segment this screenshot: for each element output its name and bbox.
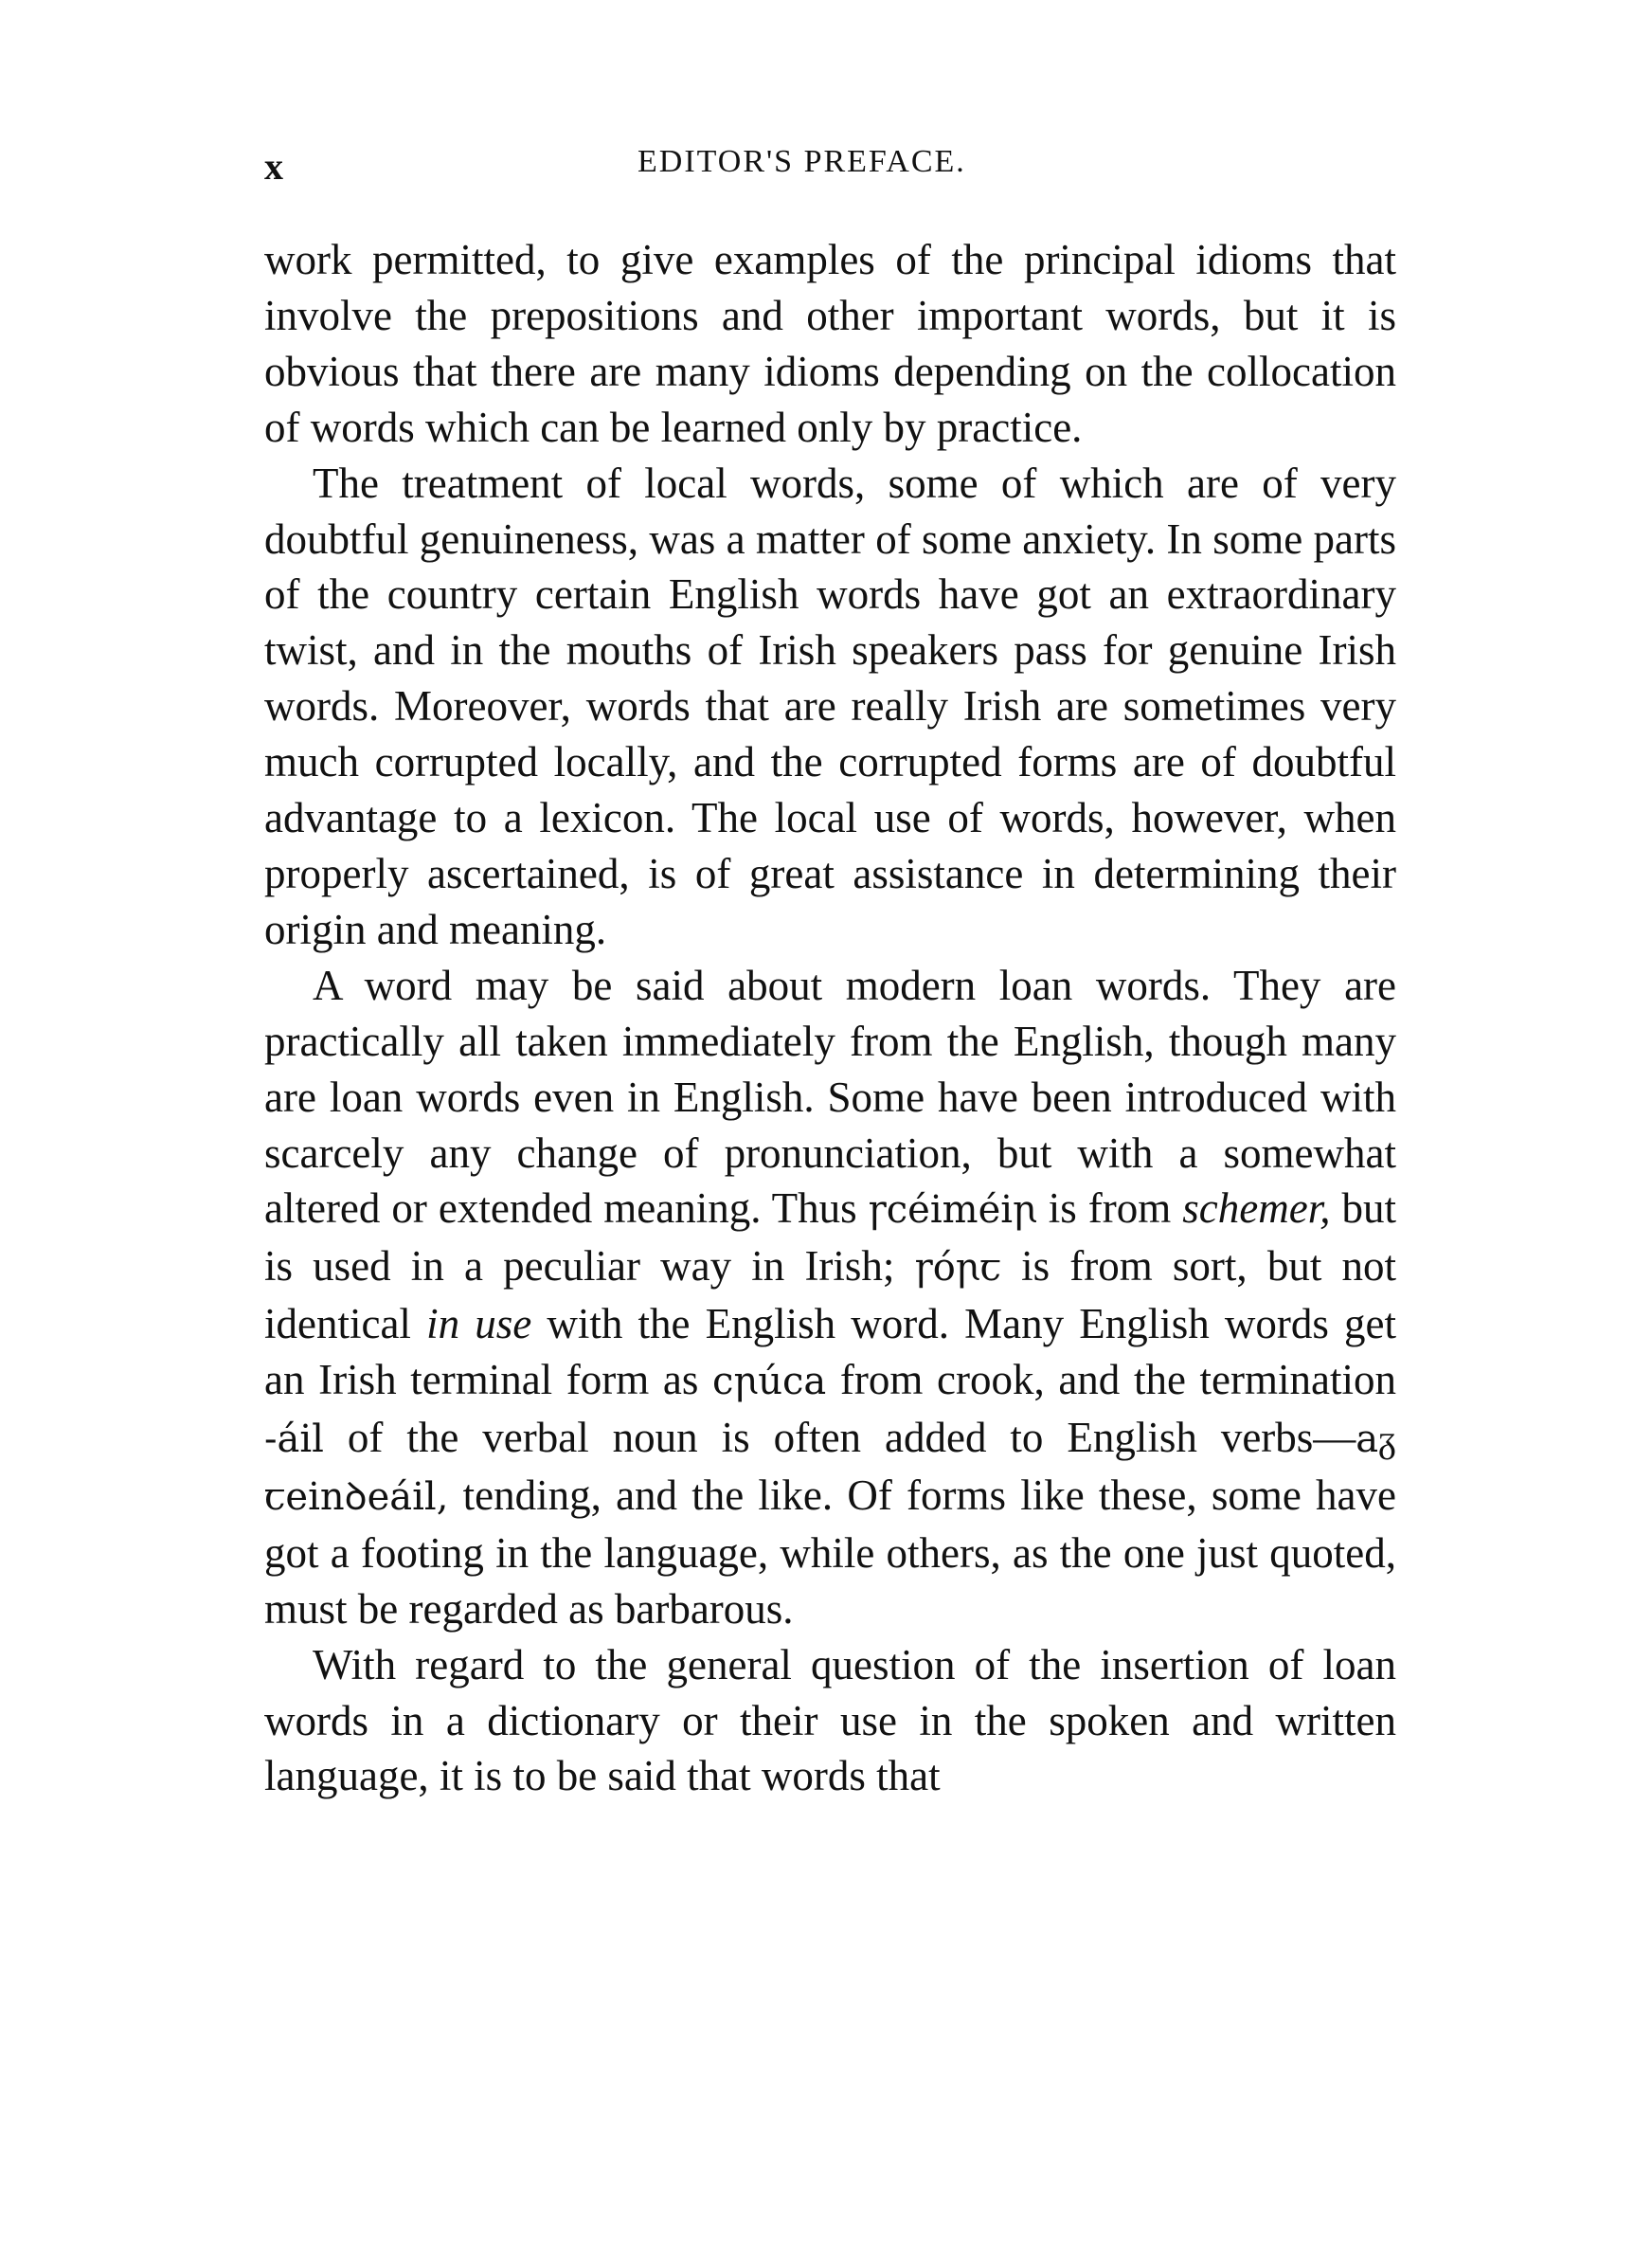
body-text — [264, 232, 1396, 1804]
text-run: is from — [1036, 1184, 1183, 1233]
irish-word: aᵹ ꞇeinꝺeáil, — [264, 1417, 1396, 1519]
text-run: of the verbal noun is often added to English verbs— — [323, 1414, 1356, 1462]
paragraph-1 — [264, 232, 1396, 456]
text-run: but is used in a peculiar way in Irish; — [264, 1184, 1396, 1291]
text-run: The treatment of local words, some of which are of very doubtful genuineness, was a matter of some anxiety. In some parts of the country certain English words have got an extraordinary twist, and in the mouths of Irish speakers pass for genuine Irish words. Moreover, words that are really Irish are sometimes very much corrupted locally, and the corrupted forms are of doubtful advantage to a lexicon. The local use of words, however, when properly ascertained, is of great assistance in determining their origin and meaning. — [264, 459, 1396, 953]
text-run: with the English word. Many English words get an Irish terminal form as — [264, 1300, 1396, 1404]
text-run: With regard to the general question of the insertion of loan words in a dictionary or their use in the spoken and written language, it is to be said that words that — [264, 1640, 1396, 1800]
text-run: is from sort, but not identical — [264, 1242, 1396, 1348]
irish-word: -áil — [264, 1417, 324, 1462]
paragraph-2 — [264, 456, 1396, 958]
text-run: work permitted, to give examples of the principal idioms that involve the prepositions and other important words, but it is obvious that there are many idioms depending on the collocation of words which can be learned only by practice. — [264, 236, 1396, 451]
running-head — [264, 144, 1396, 201]
emphasis-text: in use — [426, 1300, 532, 1348]
irish-word: cꞃúca — [712, 1360, 827, 1404]
irish-word: ꞅcéiméiꞃ — [868, 1188, 1037, 1233]
text-run: tending, and the like. Of forms like these, some have got a footing in the language, while others, as the one just quoted, must be regarded as barbarous. — [264, 1471, 1396, 1633]
running-title: EDITOR'S PREFACE. — [637, 144, 966, 179]
text-run: A word may be said about modern loan words. They are practically all taken immediately from the English, though many are loan words even in English. Some have been introduced with scarcely any change of pronunciation, but with a somewhat altered or extended meaning. Thus — [264, 961, 1396, 1233]
paragraph-3 — [264, 958, 1396, 1637]
text-run: from crook, and the termination — [826, 1356, 1396, 1404]
page-number: x — [264, 145, 285, 188]
emphasis-text: schemer, — [1182, 1184, 1331, 1233]
paragraph-4 — [264, 1637, 1396, 1805]
irish-word: ꞅóꞃꞇ — [914, 1246, 1001, 1291]
